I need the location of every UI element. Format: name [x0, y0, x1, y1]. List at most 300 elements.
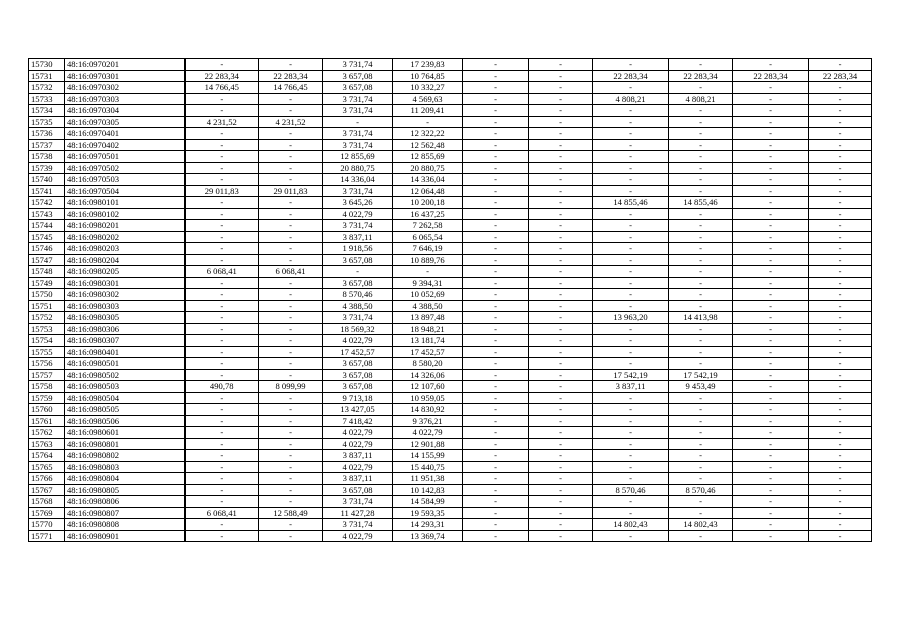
cadastral-number-cell: 48:16:0980301 [65, 277, 185, 289]
value-col-11-cell: - [733, 208, 809, 220]
row-number-cell: 15740 [29, 174, 65, 186]
value-col-7-cell: - [463, 151, 529, 163]
cadastral-number-cell: 48:16:0970501 [65, 151, 185, 163]
value-col-7-cell: - [463, 231, 529, 243]
value-col-10-cell: - [669, 530, 733, 542]
cadastral-number-cell: 48:16:0970304 [65, 105, 185, 117]
value-col-5-cell: 3 731,74 [323, 59, 393, 71]
value-col-5-cell: 3 657,08 [323, 381, 393, 393]
row-number-cell: 15749 [29, 277, 65, 289]
value-col-4-cell: - [259, 392, 323, 404]
value-col-7-cell: - [463, 530, 529, 542]
value-col-6-cell: 9 394,31 [393, 277, 463, 289]
value-col-9-cell: - [593, 358, 669, 370]
table-row [29, 404, 872, 416]
value-col-12-cell: - [809, 346, 872, 358]
value-col-8-cell: - [529, 197, 593, 209]
value-col-6-cell: - [393, 266, 463, 278]
value-col-7-cell: - [463, 496, 529, 508]
value-col-6-cell: 6 065,54 [393, 231, 463, 243]
row-number-cell: 15770 [29, 519, 65, 531]
value-col-10-cell: - [669, 323, 733, 335]
value-col-7-cell: - [463, 105, 529, 117]
value-col-10-cell: 17 542,19 [669, 369, 733, 381]
table-row [29, 358, 872, 370]
row-number-cell: 15734 [29, 105, 65, 117]
value-col-12-cell: - [809, 59, 872, 71]
value-col-5-cell: 13 427,05 [323, 404, 393, 416]
value-col-11-cell: - [733, 496, 809, 508]
value-col-3-cell: 6 068,41 [185, 507, 259, 519]
value-col-4-cell: - [259, 323, 323, 335]
value-col-4-cell: - [259, 174, 323, 186]
value-col-11-cell: 22 283,34 [733, 70, 809, 82]
table-row [29, 162, 872, 174]
value-col-4-cell: 29 011,83 [259, 185, 323, 197]
cadastral-number-cell: 48:16:0980501 [65, 358, 185, 370]
value-col-3-cell: - [185, 128, 259, 140]
value-col-5-cell: 3 731,74 [323, 139, 393, 151]
value-col-4-cell: - [259, 231, 323, 243]
value-col-11-cell: - [733, 519, 809, 531]
value-col-6-cell: 13 181,74 [393, 335, 463, 347]
value-col-11-cell: - [733, 438, 809, 450]
value-col-8-cell: - [529, 530, 593, 542]
value-col-8-cell: - [529, 289, 593, 301]
value-col-8-cell: - [529, 461, 593, 473]
value-col-11-cell: - [733, 484, 809, 496]
value-col-8-cell: - [529, 116, 593, 128]
row-number-cell: 15752 [29, 312, 65, 324]
value-col-6-cell: 12 322,22 [393, 128, 463, 140]
value-col-5-cell: 3 731,74 [323, 128, 393, 140]
table-row [29, 323, 872, 335]
row-number-cell: 15744 [29, 220, 65, 232]
cadastral-number-cell: 48:16:0980204 [65, 254, 185, 266]
value-col-3-cell: 22 283,34 [185, 70, 259, 82]
value-col-7-cell: - [463, 312, 529, 324]
row-number-cell: 15762 [29, 427, 65, 439]
value-col-11-cell: - [733, 507, 809, 519]
value-col-10-cell: - [669, 59, 733, 71]
cadastral-number-cell: 48:16:0970504 [65, 185, 185, 197]
value-col-3-cell: - [185, 323, 259, 335]
value-col-8-cell: - [529, 323, 593, 335]
value-col-12-cell: - [809, 300, 872, 312]
row-number-cell: 15737 [29, 139, 65, 151]
value-col-7-cell: - [463, 289, 529, 301]
cadastral-number-cell: 48:16:0980502 [65, 369, 185, 381]
cadastral-number-cell: 48:16:0980505 [65, 404, 185, 416]
value-col-9-cell: - [593, 496, 669, 508]
value-col-3-cell: 29 011,83 [185, 185, 259, 197]
value-col-8-cell: - [529, 369, 593, 381]
value-col-7-cell: - [463, 415, 529, 427]
cadastral-number-cell: 48:16:0980504 [65, 392, 185, 404]
cadastral-number-cell: 48:16:0980901 [65, 530, 185, 542]
value-col-8-cell: - [529, 220, 593, 232]
value-col-7-cell: - [463, 254, 529, 266]
value-col-3-cell: - [185, 289, 259, 301]
cadastral-number-cell: 48:16:0980808 [65, 519, 185, 531]
value-col-4-cell: - [259, 450, 323, 462]
value-col-12-cell: - [809, 392, 872, 404]
table-row [29, 70, 872, 82]
value-col-5-cell: 7 418,42 [323, 415, 393, 427]
row-number-cell: 15754 [29, 335, 65, 347]
value-col-4-cell: - [259, 369, 323, 381]
value-col-6-cell: 14 293,31 [393, 519, 463, 531]
table-row [29, 415, 872, 427]
cadastral-number-cell: 48:16:0980307 [65, 335, 185, 347]
table-row [29, 277, 872, 289]
cadastral-number-cell: 48:16:0980803 [65, 461, 185, 473]
value-col-9-cell: - [593, 105, 669, 117]
value-col-8-cell: - [529, 277, 593, 289]
value-col-12-cell: - [809, 277, 872, 289]
value-col-9-cell: - [593, 266, 669, 278]
table-row [29, 82, 872, 94]
value-col-4-cell: - [259, 484, 323, 496]
value-col-12-cell: - [809, 231, 872, 243]
value-col-12-cell: - [809, 105, 872, 117]
value-col-4-cell: 6 068,41 [259, 266, 323, 278]
value-col-3-cell: - [185, 105, 259, 117]
value-col-10-cell: - [669, 266, 733, 278]
value-col-3-cell: - [185, 220, 259, 232]
value-col-12-cell: 22 283,34 [809, 70, 872, 82]
table-row [29, 116, 872, 128]
value-col-12-cell: - [809, 323, 872, 335]
cadastral-number-cell: 48:16:0980205 [65, 266, 185, 278]
value-col-7-cell: - [463, 427, 529, 439]
value-col-5-cell: 3 657,08 [323, 277, 393, 289]
cadastral-number-cell: 48:16:0980807 [65, 507, 185, 519]
value-col-12-cell: - [809, 174, 872, 186]
value-col-9-cell: - [593, 116, 669, 128]
value-col-9-cell: - [593, 174, 669, 186]
value-col-6-cell: 4 569,63 [393, 93, 463, 105]
value-col-11-cell: - [733, 358, 809, 370]
value-col-12-cell: - [809, 415, 872, 427]
value-col-5-cell: 4 022,79 [323, 208, 393, 220]
value-col-12-cell: - [809, 266, 872, 278]
value-col-9-cell: 14 855,46 [593, 197, 669, 209]
row-number-cell: 15766 [29, 473, 65, 485]
value-col-11-cell: - [733, 289, 809, 301]
value-col-5-cell: 3 731,74 [323, 93, 393, 105]
value-col-11-cell: - [733, 243, 809, 255]
value-col-4-cell: - [259, 105, 323, 117]
value-col-5-cell: 3 657,08 [323, 484, 393, 496]
value-col-12-cell: - [809, 496, 872, 508]
value-col-4-cell: - [259, 530, 323, 542]
table-row [29, 392, 872, 404]
value-col-9-cell: - [593, 438, 669, 450]
value-col-11-cell: - [733, 266, 809, 278]
value-col-4-cell: - [259, 346, 323, 358]
value-col-5-cell: - [323, 116, 393, 128]
cadastral-number-cell: 48:16:0980506 [65, 415, 185, 427]
value-col-9-cell: - [593, 450, 669, 462]
row-number-cell: 15757 [29, 369, 65, 381]
value-col-8-cell: - [529, 174, 593, 186]
cadastral-number-cell: 48:16:0980101 [65, 197, 185, 209]
value-col-10-cell: - [669, 427, 733, 439]
value-col-12-cell: - [809, 162, 872, 174]
value-col-6-cell: 12 901,88 [393, 438, 463, 450]
value-col-10-cell: - [669, 231, 733, 243]
value-col-12-cell: - [809, 438, 872, 450]
value-col-8-cell: - [529, 139, 593, 151]
row-number-cell: 15742 [29, 197, 65, 209]
row-number-cell: 15755 [29, 346, 65, 358]
row-number-cell: 15747 [29, 254, 65, 266]
value-col-4-cell: - [259, 415, 323, 427]
cadastral-number-cell: 48:16:0970302 [65, 82, 185, 94]
value-col-10-cell: 4 808,21 [669, 93, 733, 105]
value-col-4-cell: - [259, 59, 323, 71]
table-row [29, 185, 872, 197]
value-col-3-cell: - [185, 312, 259, 324]
value-col-10-cell: - [669, 185, 733, 197]
row-number-cell: 15768 [29, 496, 65, 508]
value-col-11-cell: - [733, 323, 809, 335]
table-row [29, 151, 872, 163]
value-col-3-cell: - [185, 427, 259, 439]
value-col-11-cell: - [733, 93, 809, 105]
table-row [29, 174, 872, 186]
value-col-11-cell: - [733, 335, 809, 347]
value-col-7-cell: - [463, 484, 529, 496]
value-col-3-cell: - [185, 300, 259, 312]
value-col-4-cell: - [259, 139, 323, 151]
value-col-12-cell: - [809, 185, 872, 197]
value-col-6-cell: 17 452,57 [393, 346, 463, 358]
value-col-7-cell: - [463, 277, 529, 289]
table-row [29, 369, 872, 381]
row-number-cell: 15761 [29, 415, 65, 427]
value-col-7-cell: - [463, 208, 529, 220]
value-col-7-cell: - [463, 404, 529, 416]
value-col-5-cell: 4 022,79 [323, 438, 393, 450]
table-row [29, 289, 872, 301]
value-col-9-cell: - [593, 231, 669, 243]
value-col-5-cell: 20 880,75 [323, 162, 393, 174]
value-col-3-cell: - [185, 151, 259, 163]
value-col-7-cell: - [463, 128, 529, 140]
value-col-11-cell: - [733, 151, 809, 163]
value-col-9-cell: - [593, 82, 669, 94]
value-col-12-cell: - [809, 139, 872, 151]
value-col-7-cell: - [463, 243, 529, 255]
value-col-10-cell: - [669, 151, 733, 163]
value-col-10-cell: 14 855,46 [669, 197, 733, 209]
value-col-6-cell: 10 764,85 [393, 70, 463, 82]
value-col-6-cell: 10 052,69 [393, 289, 463, 301]
row-number-cell: 15753 [29, 323, 65, 335]
row-number-cell: 15759 [29, 392, 65, 404]
value-col-3-cell: - [185, 473, 259, 485]
value-col-7-cell: - [463, 473, 529, 485]
value-col-12-cell: - [809, 507, 872, 519]
value-col-4-cell: - [259, 427, 323, 439]
value-col-12-cell: - [809, 93, 872, 105]
value-col-4-cell: 14 766,45 [259, 82, 323, 94]
value-col-5-cell: 3 731,74 [323, 312, 393, 324]
value-col-10-cell: - [669, 507, 733, 519]
value-col-8-cell: - [529, 151, 593, 163]
value-col-3-cell: - [185, 197, 259, 209]
value-col-9-cell: - [593, 185, 669, 197]
value-col-10-cell: - [669, 461, 733, 473]
value-col-10-cell: - [669, 139, 733, 151]
value-col-7-cell: - [463, 346, 529, 358]
value-col-5-cell: 4 388,50 [323, 300, 393, 312]
value-col-6-cell: 7 262,58 [393, 220, 463, 232]
value-col-5-cell: 3 731,74 [323, 220, 393, 232]
value-col-10-cell: - [669, 128, 733, 140]
value-col-7-cell: - [463, 438, 529, 450]
cadastral-number-cell: 48:16:0980102 [65, 208, 185, 220]
cadastral-number-cell: 48:16:0970305 [65, 116, 185, 128]
value-col-3-cell: - [185, 231, 259, 243]
value-col-3-cell: - [185, 530, 259, 542]
table-row [29, 208, 872, 220]
value-col-12-cell: - [809, 312, 872, 324]
value-col-5-cell: 4 022,79 [323, 530, 393, 542]
value-col-8-cell: - [529, 128, 593, 140]
value-col-6-cell: 18 948,21 [393, 323, 463, 335]
value-col-4-cell: - [259, 289, 323, 301]
value-col-9-cell: - [593, 243, 669, 255]
value-col-3-cell: - [185, 450, 259, 462]
value-col-5-cell: 4 022,79 [323, 335, 393, 347]
value-col-4-cell: 22 283,34 [259, 70, 323, 82]
value-col-3-cell: - [185, 277, 259, 289]
cadastral-number-cell: 48:16:0980401 [65, 346, 185, 358]
value-col-4-cell: - [259, 208, 323, 220]
value-col-3-cell: - [185, 519, 259, 531]
value-col-7-cell: - [463, 82, 529, 94]
value-col-3-cell: - [185, 346, 259, 358]
value-col-3-cell: - [185, 335, 259, 347]
value-col-11-cell: - [733, 427, 809, 439]
value-col-7-cell: - [463, 507, 529, 519]
value-col-12-cell: - [809, 427, 872, 439]
value-col-12-cell: - [809, 358, 872, 370]
value-col-11-cell: - [733, 415, 809, 427]
value-col-12-cell: - [809, 151, 872, 163]
value-col-12-cell: - [809, 116, 872, 128]
cadastral-number-cell: 48:16:0970201 [65, 59, 185, 71]
value-col-9-cell: - [593, 139, 669, 151]
table-row [29, 243, 872, 255]
table-row [29, 381, 872, 393]
value-col-5-cell: 3 657,08 [323, 254, 393, 266]
value-col-9-cell: 14 802,43 [593, 519, 669, 531]
value-col-3-cell: - [185, 208, 259, 220]
row-number-cell: 15739 [29, 162, 65, 174]
value-col-5-cell: 18 569,32 [323, 323, 393, 335]
value-col-11-cell: - [733, 231, 809, 243]
row-number-cell: 15736 [29, 128, 65, 140]
table-row [29, 530, 872, 542]
value-col-8-cell: - [529, 185, 593, 197]
value-col-8-cell: - [529, 496, 593, 508]
value-col-6-cell: 14 336,04 [393, 174, 463, 186]
value-col-5-cell: 3 837,11 [323, 231, 393, 243]
row-number-cell: 15751 [29, 300, 65, 312]
value-col-4-cell: 8 099,99 [259, 381, 323, 393]
value-col-3-cell: - [185, 484, 259, 496]
row-number-cell: 15748 [29, 266, 65, 278]
value-col-5-cell: 11 427,28 [323, 507, 393, 519]
cadastral-number-cell: 48:16:0980801 [65, 438, 185, 450]
row-number-cell: 15732 [29, 82, 65, 94]
value-col-5-cell: 3 731,74 [323, 185, 393, 197]
value-col-3-cell: - [185, 358, 259, 370]
value-col-6-cell: 13 369,74 [393, 530, 463, 542]
value-col-12-cell: - [809, 128, 872, 140]
value-col-12-cell: - [809, 473, 872, 485]
value-col-11-cell: - [733, 346, 809, 358]
value-col-8-cell: - [529, 254, 593, 266]
value-col-11-cell: - [733, 392, 809, 404]
value-col-4-cell: - [259, 220, 323, 232]
value-col-7-cell: - [463, 59, 529, 71]
value-col-7-cell: - [463, 139, 529, 151]
value-col-5-cell: 1 918,56 [323, 243, 393, 255]
value-col-4-cell: - [259, 300, 323, 312]
value-col-4-cell: - [259, 277, 323, 289]
value-col-8-cell: - [529, 82, 593, 94]
table-row [29, 128, 872, 140]
value-col-12-cell: - [809, 530, 872, 542]
value-col-4-cell: - [259, 496, 323, 508]
value-col-10-cell: - [669, 254, 733, 266]
value-col-9-cell: - [593, 473, 669, 485]
value-col-11-cell: - [733, 461, 809, 473]
value-col-10-cell: - [669, 82, 733, 94]
value-col-10-cell: - [669, 450, 733, 462]
value-col-3-cell: - [185, 369, 259, 381]
row-number-cell: 15731 [29, 70, 65, 82]
table-row [29, 519, 872, 531]
value-col-10-cell: - [669, 438, 733, 450]
row-number-cell: 15764 [29, 450, 65, 462]
value-col-11-cell: - [733, 450, 809, 462]
value-col-10-cell: - [669, 105, 733, 117]
row-number-cell: 15735 [29, 116, 65, 128]
table-row [29, 266, 872, 278]
value-col-8-cell: - [529, 438, 593, 450]
value-col-7-cell: - [463, 300, 529, 312]
value-col-8-cell: - [529, 415, 593, 427]
value-col-11-cell: - [733, 300, 809, 312]
value-col-3-cell: - [185, 438, 259, 450]
value-col-8-cell: - [529, 392, 593, 404]
value-col-7-cell: - [463, 519, 529, 531]
value-col-5-cell: 17 452,57 [323, 346, 393, 358]
value-col-3-cell: - [185, 174, 259, 186]
value-col-12-cell: - [809, 369, 872, 381]
cadastral-number-cell: 48:16:0980306 [65, 323, 185, 335]
row-number-cell: 15743 [29, 208, 65, 220]
table-row [29, 473, 872, 485]
value-col-3-cell: - [185, 404, 259, 416]
cadastral-number-cell: 48:16:0980303 [65, 300, 185, 312]
